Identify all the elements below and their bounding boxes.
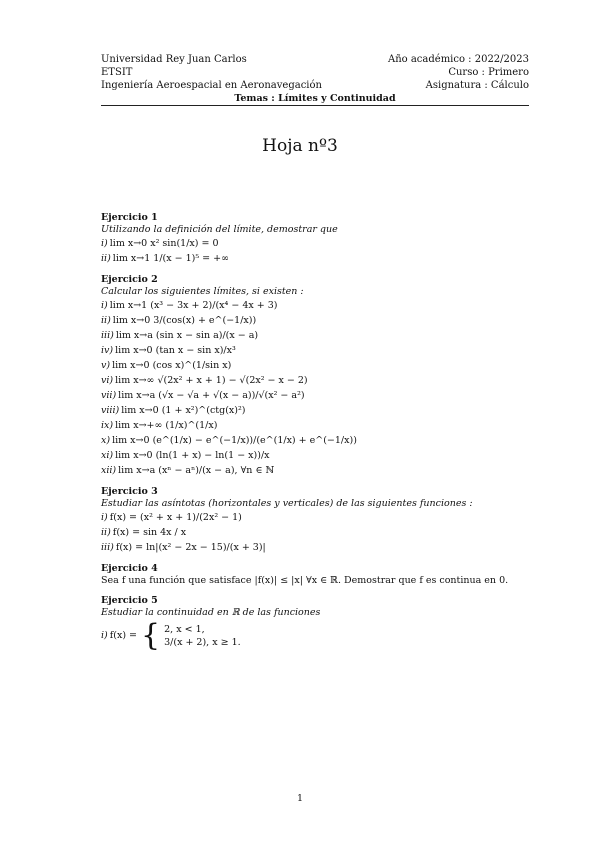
exercise-5-item: i) f(x) = { 2, x < 1, 3/(x + 2), x ≥ 1. bbox=[101, 618, 241, 653]
exercise-1-title: Ejercicio 1 bbox=[101, 212, 158, 223]
course-year: Curso : Primero bbox=[448, 67, 529, 78]
exercise-3-description: Estudiar las asíntotas (horizontales y verticales) de las siguientes funciones : bbox=[101, 498, 473, 509]
exercise-item: x) lim x→0 (e^(1/x) − e^(−1/x))/(e^(1/x) + e^(−1/x)) bbox=[101, 434, 357, 446]
exercise-2-title: Ejercicio 2 bbox=[101, 274, 158, 285]
sheet-title: Hoja nº3 bbox=[262, 136, 338, 156]
exercise-2-description: Calcular los siguientes límites, si existen : bbox=[101, 286, 304, 297]
exercise-item: iii) lim x→a (sin x − sin a)/(x − a) bbox=[101, 329, 259, 341]
exercise-item: v) lim x→0 (cos x)^(1/sin x) bbox=[101, 359, 232, 371]
exercise-3-title: Ejercicio 3 bbox=[101, 486, 158, 497]
page-number: 1 bbox=[296, 793, 304, 804]
document-header bbox=[101, 53, 529, 105]
university-name: Universidad Rey Juan Carlos bbox=[101, 54, 247, 65]
exercise-item: xii) lim x→a (xⁿ − aⁿ)/(x − a), ∀n ∈ ℕ bbox=[101, 464, 275, 476]
school-name: ETSIT bbox=[101, 67, 133, 78]
exercise-item: ii) f(x) = sin 4x / x bbox=[101, 526, 187, 538]
exercise-1-description: Utilizando la definición del límite, demostrar que bbox=[101, 224, 338, 235]
subject-name: Asignatura : Cálculo bbox=[425, 80, 529, 91]
exercise-list bbox=[101, 207, 531, 651]
exercise-item: iv) lim x→0 (tan x − sin x)/x³ bbox=[101, 344, 236, 356]
exercise-item: viii) lim x→0 (1 + x²)^(ctg(x)²) bbox=[101, 404, 246, 416]
academic-year: Año académico : 2022/2023 bbox=[387, 54, 529, 65]
piecewise-cases: 2, x < 1, 3/(x + 2), x ≥ 1. bbox=[164, 624, 241, 648]
exercise-item: i) f(x) = (x² + x + 1)/(2x² − 1) bbox=[101, 511, 242, 523]
exercise-3-items bbox=[101, 510, 531, 555]
exercise-1-item: ii) lim x→1 1/(x − 1)⁵ = +∞ bbox=[101, 252, 230, 264]
header-rule bbox=[101, 105, 529, 106]
exercise-item: vi) lim x→∞ √(2x² + x + 1) − √(2x² − x − 2) bbox=[101, 374, 308, 386]
left-brace: { bbox=[141, 618, 161, 653]
exercise-5-title: Ejercicio 5 bbox=[101, 595, 158, 606]
exercise-item: vii) lim x→a (√x − √a + √(x − a))/√(x² − a²) bbox=[101, 389, 305, 401]
exercise-item: i) lim x→1 (x³ − 3x + 2)/(x⁴ − 4x + 3) bbox=[101, 299, 278, 311]
exercise-4-title: Ejercicio 4 bbox=[101, 563, 158, 574]
exercise-item: ix) lim x→+∞ (1/x)^(1/x) bbox=[101, 419, 218, 431]
topic-heading: Temas : Límites y Continuidad bbox=[234, 93, 396, 104]
exercise-item: iii) f(x) = ln|(x² − 2x − 15)/(x + 3)| bbox=[101, 541, 266, 553]
exercise-5-description: Estudiar la continuidad en ℝ de las funciones bbox=[101, 607, 321, 618]
exercise-2-items bbox=[101, 298, 531, 478]
exercise-1-item: i) lim x→0 x² sin(1/x) = 0 bbox=[101, 237, 219, 249]
exercise-item: ii) lim x→0 3/(cos(x) + e^(−1/x)) bbox=[101, 314, 257, 326]
exercise-4-statement: Sea f una función que satisface |f(x)| ≤ |x| ∀x ∈ ℝ. Demostrar que f es continua en 0. bbox=[101, 575, 509, 586]
degree-name: Ingeniería Aeroespacial en Aeronavegación bbox=[101, 80, 322, 91]
exercise-item: xi) lim x→0 (ln(1 + x) − ln(1 − x))/x bbox=[101, 449, 270, 461]
